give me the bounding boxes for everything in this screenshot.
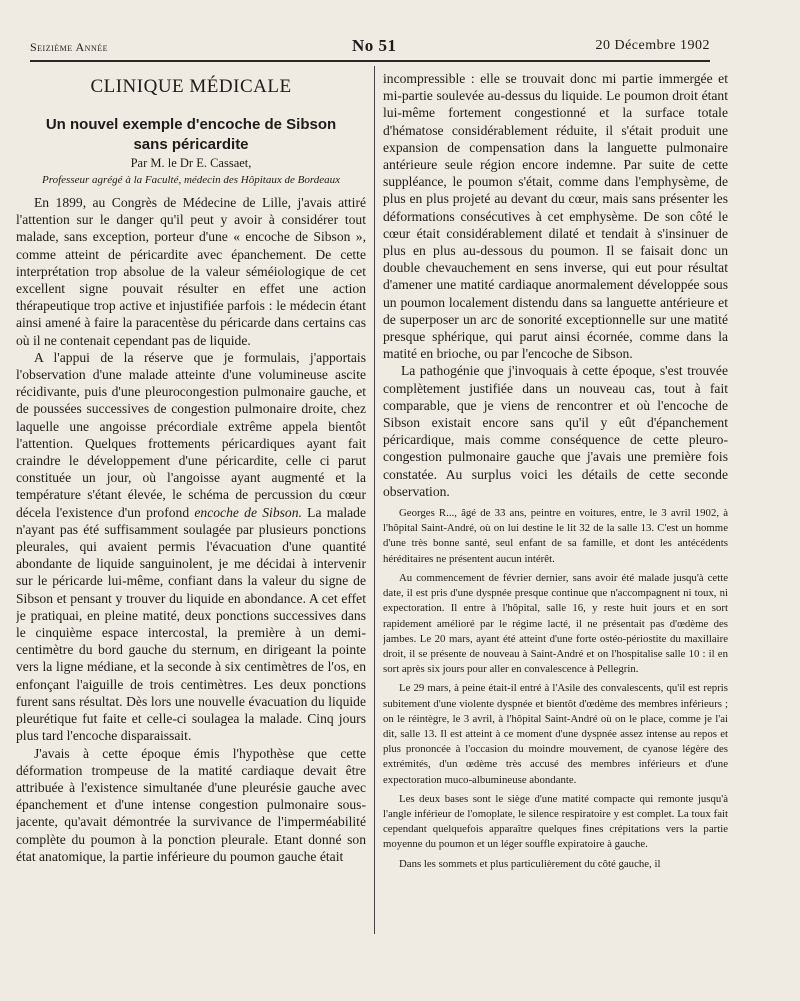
left-column <box>16 70 366 865</box>
paragraph <box>16 349 366 745</box>
paragraph: La pathogénie que j'invoquais à cette époque, s'est trouvée complètement justifiée dans un nouveau cas, tout à fait comparable, que je viens de rencontrer et où l'encoche de Sibson existait encore sans qu'il y eût d'épanchement péricardique, mais comme conséquence de cette pleuro-congestion pulmonaire gauche que j'avais une première fois constatée. Au surplus voici les détails de cette seconde observation. <box>383 363 728 499</box>
observation-paragraph: Dans les sommets et plus particulièrement du côté gauche, il <box>399 857 661 870</box>
article-byline: Par M. le Dr E. Cassaet, <box>130 156 252 170</box>
paragraph-text: La malade n'ayant pas été suffisamment soulagée par plusieurs ponctions pleurales, qui avaient permis l'évacuation d'une quantité abondante de liquide sanguinolent, je me décidai à intervenir sur le péricarde lui-même, confiant dans la valeur du signe de Sibson et pensant y trouver du liquide en abondance. A cet effet je pratiquai, en pleine matité, deux ponctions successives dans le cinquième espace intercostal, la première à un demi-centimètre du bord gauche du sternum, en dirigeant la pointe vers la ligne médiane, et la seconde à six centimètres de l'os, en enfonçant l'aiguille de trois centimètres. Les deux ponctions furent sans résultat. Dès lors une nouvelle évacuation du liquide pleurétique fut faite et celle-ci soulagea la malade. Cinq jours plus tard l'encoche disparaissait. <box>16 504 366 744</box>
issue-number: No 51 <box>352 36 397 55</box>
author-affiliation: Professeur agrégé à la Faculté, médecin des Hôpitaux de Bordeaux <box>42 174 340 186</box>
paragraph: En 1899, au Congrès de Médecine de Lille, j'avais attiré l'attention sur le danger qu'il peut y avoir à considérer tout malade, sans exception, porteur d'une « encoche de Sibson », comme atteint de péricardite avec épanchement. De cette interprétation trop absolue de la valeur séméiologique de cet excellent signe pouvait résulter en effet une action thérapeutique trop active et injustifiée parfois : le médecin étant ainsi amené à faire la paracentèse du péricarde dans certains cas où il ne contenait cependant pas de liquide. <box>16 195 366 348</box>
issue-date: 20 Décembre 1902 <box>595 38 710 53</box>
paragraph: J'avais à cette époque émis l'hypothèse que cette déformation trompeuse de la matité cardiaque devait être attribuée à l'existence simultanée d'une pleurésie gauche avec épanchement et d'une intense congestion pulmonaire sous-jacente, qu'avait démontrée la survivance de l'imperméabilité complète du poumon à la ponction pleurale. Etant donné son état anatomique, la partie inférieure du poumon gauche était <box>16 745 366 864</box>
column-divider <box>374 66 375 934</box>
right-column <box>383 70 728 876</box>
article-title-line2: sans péricardite <box>133 136 249 153</box>
volume-label: Seizième Année <box>30 40 108 54</box>
paragraph-text: A l'appui de la réserve que je formulais, j'apportais l'observation d'une malade atteinte d'une volumineuse ascite récidivante, puis d'une pleurocongestion pulmonaire gauche, et de poussées successives de congestion pulmonaire droite, chez laquelle une angoisse précordiale extrême appela bientôt l'attention. Quelques frottements péricardiques ayant fait craindre le développement d'une péricardite, celle ci parut constituée un jour, où l'angoisse ayant augmenté et la température s'étant élevée, le schéma de percussion du cœur décela l'existence d'un profond <box>16 349 366 520</box>
page-header <box>30 36 710 56</box>
paragraph: incompressible : elle se trouvait donc mi partie immergée et mi-partie soulevée au-dessus du liquide. Le poumon droit étant lui-même fortement congestionné et la surface totale d'hématose considérablement réduite, il s'était produit une expansion de compensation dans la languette pulmonaire antérieure seule région encore indemne. Par suite de cette suppléance, le poumon s'était, comme dans l'emphysème, de plus en plus projeté au devant du cœur, mais sans présenter les déformations consécutives à cet emphysème. De son côté le cœur était considérablement dilaté et tendait à s'insinuer de plus en plus au-dessous du poumon. Il se faisait donc un double chevauchement en sens inverse, qui eut pour résultat d'amener une matité cardiaque anormalement développée sous un poumon localement distendu dans sa languette antérieure et de superposer un arc de sonorité exceptionnelle sur une matité presque sphérique, qui parut ainsi écornée, comme dans la matité en brioche, ou par l'encoche de Sibson. <box>383 71 728 362</box>
observation-paragraph: Au commencement de février dernier, sans avoir été malade jusqu'à cette date, il est pris d'une dyspnée presque continue que n'accompagnent ni toux, ni expectoration. Il entre à l'hôpital, salle 16, y reste huit jours et en sort rapidement amélioré par le régime lacté, il ne présentait pas d'œdème des jambes. Le 20 mars, ayant été atteint d'une forte ostéo-périostite du maxillaire droit, il se présente de nouveau à Saint-André et on l'hospitalise salle 10 : il en sort après six jours pour aller en convalescence à Pellegrin. <box>383 571 728 676</box>
observation-paragraph: Les deux bases sont le siège d'une matité compacte qui remonte jusqu'à l'angle inférieur de l'omoplate, le silence respiratoire y est complet. La toux fait cependant quelquefois apparaître quelques fines crépitations vers la partie moyenne du poumon et un léger souffle expiratoire à gauche. <box>383 792 728 851</box>
header-rule <box>30 60 710 62</box>
article-title-line1: Un nouvel exemple d'encoche de Sibson <box>45 116 337 133</box>
observation-paragraph: Le 29 mars, à peine était-il entré à l'Asile des convalescents, qu'il est repris subitement d'une violente dyspnée et bientôt d'œdème des membres inférieurs ; on le réintègre, le 3 avril, à l'hôpital Saint-André où on le place, comme je l'ai dit, salle 13. Il est atteint à ce moment d'une dyspnée assez intense au repos et plus prononcée à l'occasion du moindre mouvement, de cyanose légère des extrémités, d'un œdème très accusé des membres inférieurs et d'une expectoration muco-albumineuse abondante. <box>383 682 728 786</box>
emphasis-text: encoche de Sibson. <box>194 504 302 520</box>
section-title: CLINIQUE MÉDICALE <box>90 76 292 97</box>
observation-paragraph: Georges R..., âgé de 33 ans, peintre en voitures, entre, le 3 avril 1902, à l'hôpital Saint-André, où on lui destine le lit 32 de la salle 13. C'est un homme d'une très bonne santé, seul enfant de sa famille, et dont les antécédents héréditaires ne présentent aucun intérêt. <box>383 507 728 565</box>
